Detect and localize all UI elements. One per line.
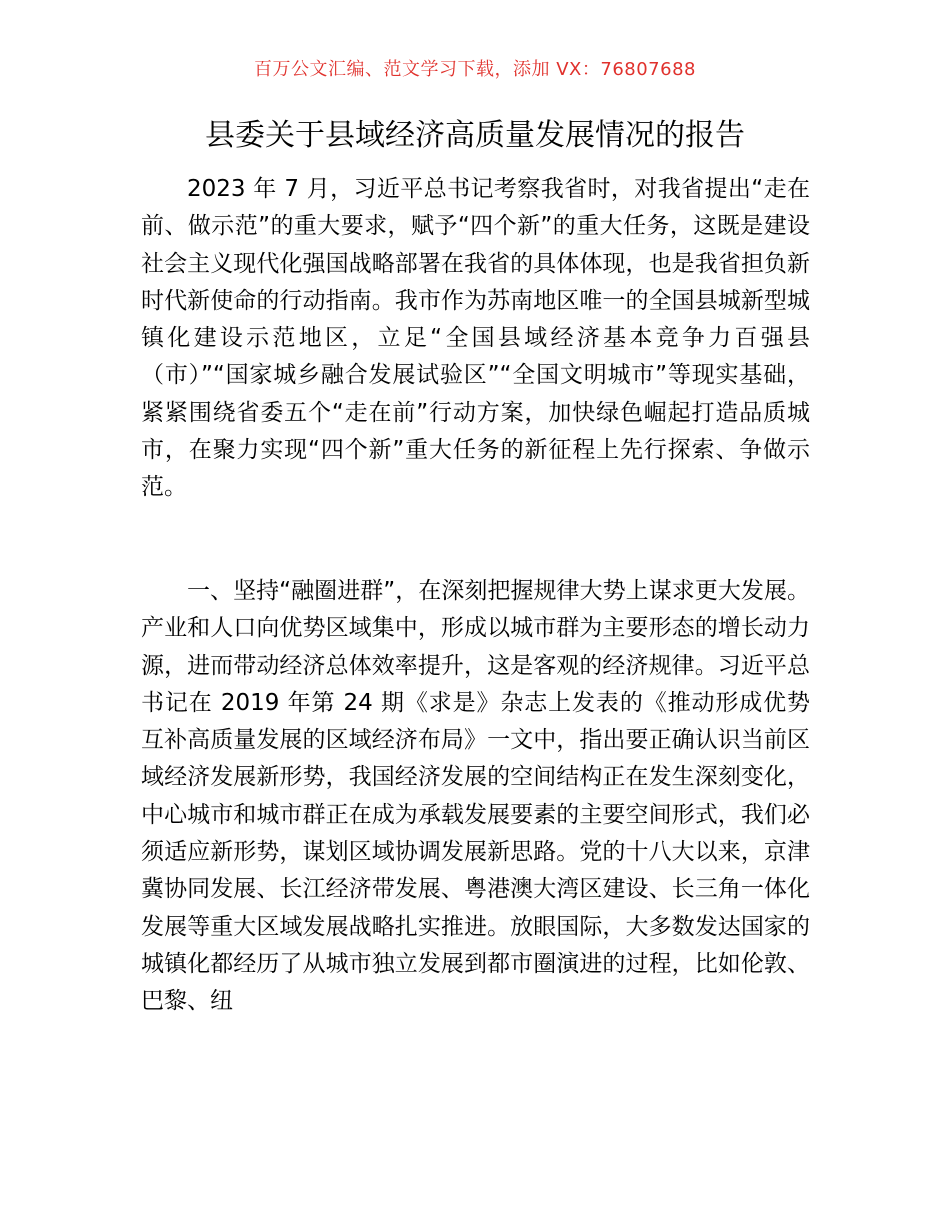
paragraph-section-one: 一、坚持“融圈进群”，在深刻把握规律大势上谋求更大发展。产业和人口向优势区域集中，形成以城市群为主要形态的增长动力源，进而带动经济总体效率提升，这是客观的经济规律。习近平总书记在 2019 年第 24 期《求是》杂志上发表的《推动形成优势互补高质量发展的区域经济布局》一文中，指出要正确认识当前区域经济发展新形势，我国经济发展的空间结构正在发生深刻变化，中心城市和城市群正在成为承载发展要素的主要空间形式，我们必须适应新形势，谋划区域协调发展新思路。党的十八大以来，京津冀协同发展、长江经济带发展、粤港澳大湾区建设、长三角一体化发展等重大区域发展战略扎实推进。放眼国际，大多数发达国家的城镇化都经历了从城市独立发展到都市圈演进的过程，比如伦敦、巴黎、纽 xyxy=(141,578,810,1015)
document-title: 县委关于县域经济高质量发展情况的报告 xyxy=(205,118,745,153)
paragraph-intro: 2023 年 7 月，习近平总书记考察我省时，对我省提出“走在前、做示范”的重大要求，赋予“四个新”的重大任务，这既是建设社会主义现代化强国战略部署在我省的具体体现，也是我省担负新时代新使命的行动指南。我市作为苏南地区唯一的全国县城新型城镇化建设示范地区，立足“全国县域经济基本竞争力百强县（市）”“国家城乡融合发展试验区”“全国文明城市”等现实基础，紧紧围绕省委五个“走在前”行动方案，加快绿色崛起打造品质城市，在聚力实现“四个新”重大任务的新征程上先行探索、争做示范。 xyxy=(141,176,810,501)
watermark-header: 百万公文汇编、范文学习下载，添加 VX：76807688 xyxy=(254,59,696,80)
